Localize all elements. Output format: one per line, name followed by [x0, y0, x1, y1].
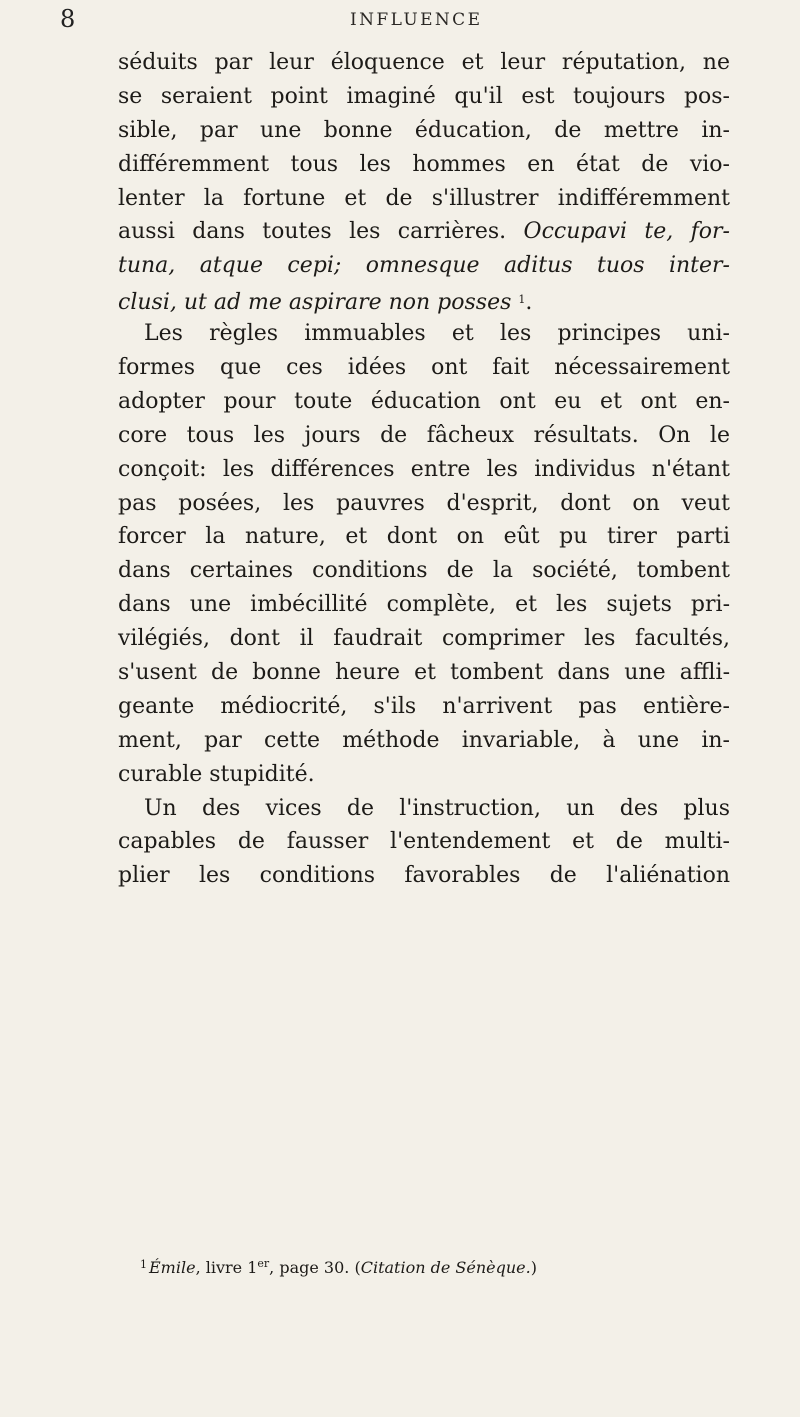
- text-line: s'usent de bonne heure et tombent dans une affli-: [118, 660, 730, 686]
- text-line: conçoit: les différences entre les individus n'étant: [118, 456, 730, 482]
- text-run: .: [525, 290, 533, 316]
- page-number: 8: [60, 5, 76, 33]
- text-line: [118, 283, 730, 317]
- running-head: [60, 0, 760, 40]
- footnote-citation: Citation de Sénèque.: [360, 1258, 531, 1277]
- running-title: INFLUENCE: [350, 10, 483, 30]
- latin-quote: Occupavi te, for-: [523, 219, 730, 245]
- text-line: différemment tous les hommes en état de vio-: [118, 151, 730, 177]
- footnote-mark: 1: [140, 1258, 147, 1271]
- text-line: Un des vices de l'instruction, un des plus: [144, 795, 730, 821]
- text-line: pas posées, les pauvres d'esprit, dont on veut: [118, 490, 730, 516]
- text-line: vilégiés, dont il faudrait comprimer les facultés,: [118, 626, 730, 652]
- text-line: adopter pour toute éducation ont eu et ont en-: [118, 388, 730, 414]
- text-line: [118, 215, 730, 249]
- text-line: dans une imbécillité complète, et les sujets pri-: [118, 592, 730, 618]
- footnote: [140, 1252, 537, 1280]
- text-line: formes que ces idées ont fait nécessairement: [118, 355, 730, 381]
- text-line: ment, par cette méthode invariable, à une in-: [118, 727, 730, 753]
- footnote-work: Émile: [149, 1258, 196, 1277]
- latin-quote: clusi, ut ad me aspirare non posses: [118, 290, 512, 316]
- text-line: sible, par une bonne éducation, de mettre in-: [118, 117, 730, 143]
- latin-quote-line: tuna, atque cepi; omnesque aditus tuos inter-: [118, 253, 730, 279]
- footnote-ref-sup: er: [257, 1257, 270, 1270]
- text-line: dans certaines conditions de la société, tombent: [118, 558, 730, 584]
- body-text: [118, 46, 730, 893]
- text-line: plier les conditions favorables de l'aliénation: [118, 863, 730, 889]
- footnote-ref: , page 30. (: [269, 1258, 361, 1277]
- text-line: core tous les jours de fâcheux résultats. On le: [118, 422, 730, 448]
- text-line: curable stupidité.: [118, 761, 315, 787]
- footnote-reference: 1: [518, 293, 526, 307]
- text-line: séduits par leur éloquence et leur réputation, ne: [118, 50, 730, 75]
- text-line: lenter la fortune et de s'illustrer indifféremment: [118, 185, 730, 211]
- footnote-close: ): [530, 1258, 537, 1277]
- text-line: geante médiocrité, s'ils n'arrivent pas entière-: [118, 693, 730, 719]
- footnote-ref: , livre 1: [195, 1258, 258, 1277]
- text-line: Les règles immuables et les principes uni-: [144, 321, 730, 347]
- text-line: forcer la nature, et dont on eût pu tirer parti: [118, 524, 730, 550]
- text-run: aussi dans toutes les carrières.: [118, 219, 507, 245]
- text-line: se seraient point imaginé qu'il est toujours pos-: [118, 83, 730, 109]
- text-line: capables de fausser l'entendement et de multi-: [118, 829, 730, 855]
